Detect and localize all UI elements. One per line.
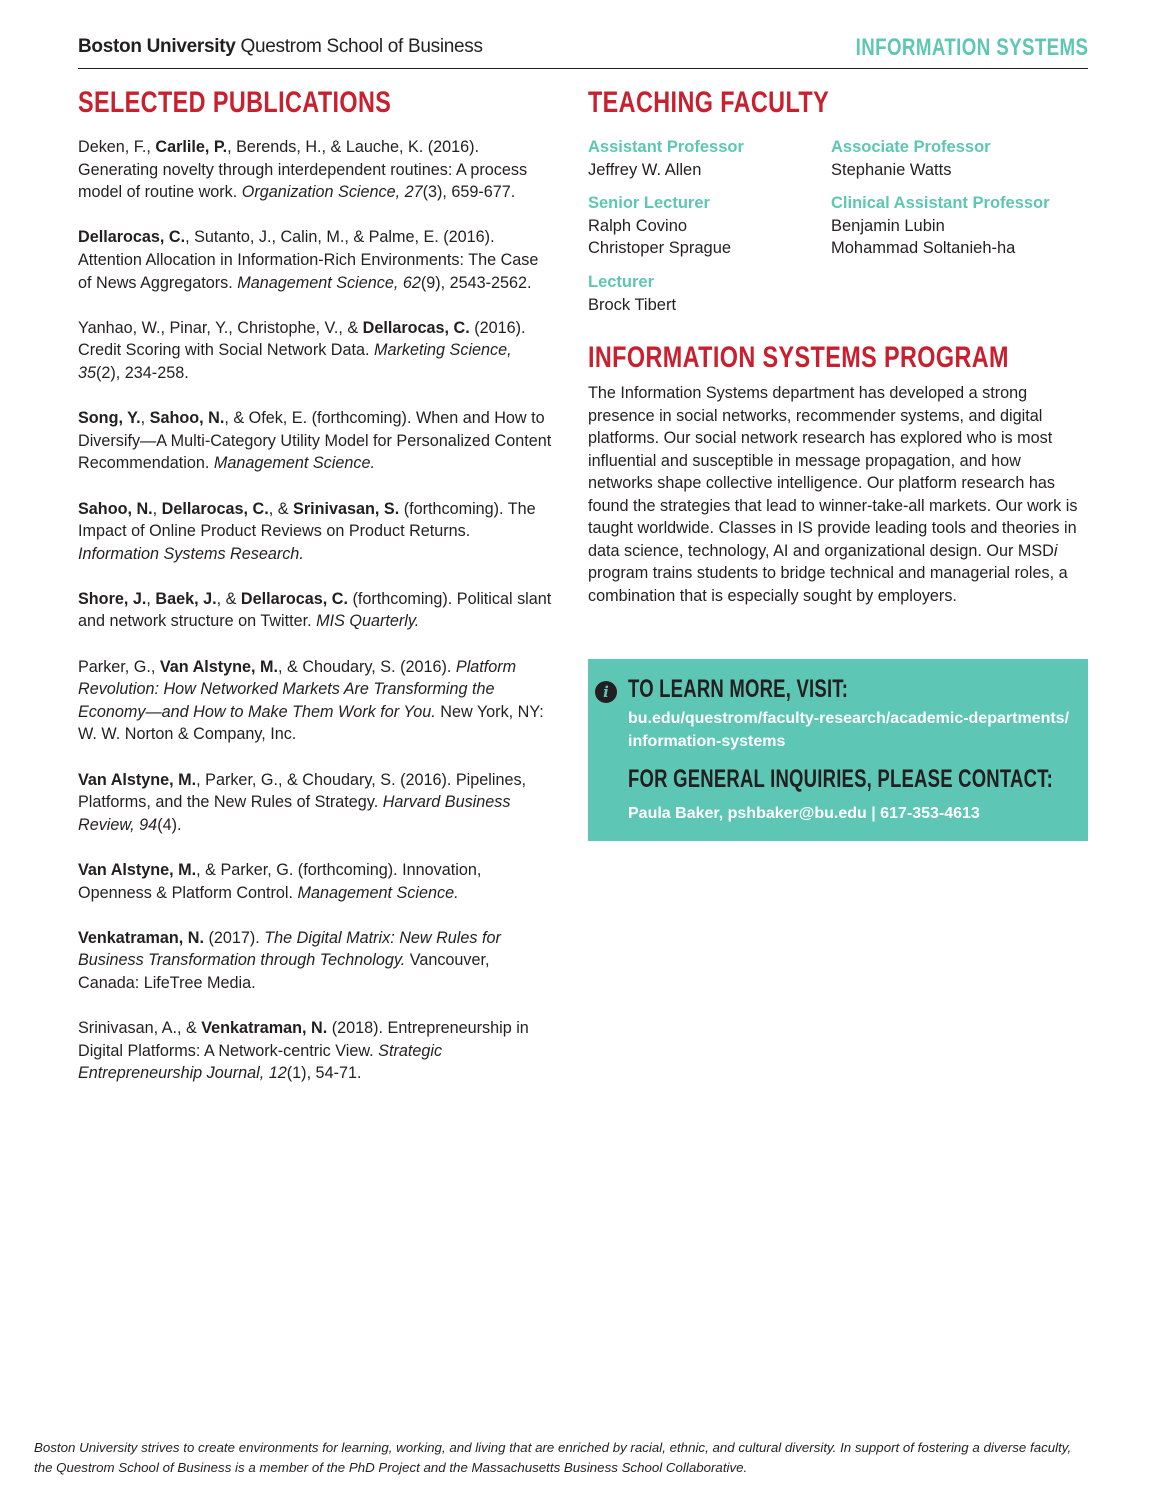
program-text-part: The Information Systems department has developed a strong presence in social networks, recommender systems, and digital platforms. Our social network research has explored who is most influential and susceptible in message propagation, and how networks shape collective intelligence. Our platform research has found the strategies that lead to winner-take-all markets. Our work is taught worldwide. Classes in IS provide leading tools and theories in data science, technology, AI and organizational design. Our MSD	[588, 384, 1078, 560]
faculty-group-senior-lecturer	[588, 192, 731, 260]
publication-entry	[78, 136, 553, 204]
author-highlight: Carlile, P.	[155, 138, 228, 156]
brand-wordmark	[78, 36, 483, 58]
publication-venue: The Digital Matrix: New Rules for Business Transformation through Technology.	[78, 928, 501, 970]
publication-entry	[78, 226, 553, 294]
publication-entry	[78, 656, 553, 746]
faculty-role: Assistant Professor	[588, 138, 744, 156]
faculty-group-assistant-professor	[588, 136, 744, 181]
publication-venue: Platform Revolution: How Networked Markets Are Transforming the Economy—and How to Make Them Work for You.	[78, 657, 517, 721]
citation-text: , &	[268, 499, 294, 518]
citation-text: (2018). Entrepreneurship in Digital Platforms: A Network-centric View.	[78, 1019, 529, 1060]
citation-text: (1), 54-71.	[286, 1064, 362, 1083]
faculty-group-clinical-assistant-professor	[831, 192, 1050, 260]
program-description	[588, 382, 1078, 607]
publication-venue: Marketing Science, 35	[78, 341, 512, 382]
citation-text: Yanhao, W., Pinar, Y., Christophe, V., &	[78, 318, 363, 337]
faculty-name: Benjamin Lubin	[831, 216, 945, 235]
author-highlight: Srinivasan, S.	[293, 499, 400, 518]
author-highlight: Venkatraman, N.	[201, 1019, 328, 1038]
citation-text: (9), 2543-2562.	[420, 273, 532, 292]
learn-more-heading: TO LEARN MORE, VISIT:	[628, 675, 849, 703]
citation-text: ,	[152, 499, 162, 518]
publication-venue: MIS Quarterly.	[316, 612, 420, 631]
publication-entry	[78, 859, 553, 904]
publications-list	[78, 136, 553, 1108]
faculty-role: Lecturer	[588, 273, 655, 291]
citation-text: , & Parker, G. (forthcoming). Innovation, Openness & Platform Control.	[78, 861, 482, 902]
publication-venue: Harvard Business Review, 94	[78, 793, 511, 834]
citation-text: ,	[146, 589, 156, 608]
diversity-statement	[34, 1438, 1134, 1478]
footer-line: Boston University strives to create environments for learning, working, and living that are enriched by racial, ethnic, and cultural diversity. In support of fostering a diverse faculty,	[34, 1440, 1072, 1455]
author-highlight: Shore, J.	[78, 589, 147, 608]
citation-text: , &	[216, 589, 241, 608]
learn-more-link[interactable]	[628, 707, 1069, 753]
citation-text: Vancouver, Canada: LifeTree Media.	[78, 951, 490, 992]
citation-text: , & Ofek, E. (forthcoming). When and How to Diversify—A Multi-Category Utility Model for Personalized Content Recommendation.	[78, 409, 552, 473]
author-highlight: Song, Y.	[78, 409, 141, 428]
publications-title: SELECTED PUBLICATIONS	[78, 86, 392, 119]
publication-venue: Organization Science, 27	[241, 183, 423, 202]
faculty-name: Mohammad Soltanieh-ha	[831, 239, 1016, 258]
citation-text: Deken, F.,	[78, 138, 156, 156]
citation-text: ,	[140, 409, 150, 428]
publication-venue: Management Science.	[297, 883, 459, 902]
publication-venue: Management Science, 62	[237, 273, 421, 292]
publication-venue: Information Systems Research.	[78, 544, 304, 563]
publication-venue: Strategic Entrepreneurship Journal, 12	[78, 1041, 443, 1083]
publication-entry	[78, 407, 553, 475]
faculty-role: Associate Professor	[831, 138, 991, 156]
faculty-name: Brock Tibert	[588, 295, 677, 314]
citation-text: , Sutanto, J., Calin, M., & Palme, E. (2016). Attention Allocation in Information-Rich Environments: The Case of News Aggregators.	[78, 228, 539, 292]
program-title: INFORMATION SYSTEMS PROGRAM	[588, 341, 1009, 374]
citation-text: , & Choudary, S. (2016).	[278, 657, 456, 676]
faculty-group-lecturer	[588, 271, 676, 316]
publication-entry	[78, 588, 553, 633]
page-header	[78, 34, 1088, 69]
author-highlight: Baek, J.	[155, 589, 217, 608]
author-highlight: Sahoo, N.	[78, 499, 153, 518]
url-line: information-systems	[628, 733, 786, 750]
faculty-name: Jeffrey W. Allen	[588, 160, 702, 179]
faculty-title: TEACHING FACULTY	[588, 86, 830, 119]
info-icon: i	[595, 681, 617, 703]
author-highlight: Dellarocas, C.	[78, 228, 186, 247]
faculty-group-associate-professor	[831, 136, 991, 181]
contact-info[interactable]: Paula Baker, pshbaker@bu.edu | 617-353-4613	[628, 805, 980, 822]
author-highlight: Sahoo, N.	[149, 409, 225, 428]
citation-text: (forthcoming). Political slant and network structure on Twitter.	[78, 589, 552, 631]
citation-text: (4).	[157, 815, 182, 834]
university-name: Boston University	[78, 36, 236, 57]
school-name: Questrom School of Business	[240, 36, 483, 57]
citation-text: , Berends, H., & Lauche, K. (2016). Generating novelty through interdependent routines: A process model of routine work.	[78, 138, 528, 202]
author-highlight: Venkatraman, N.	[78, 928, 204, 947]
publication-entry	[78, 1017, 553, 1085]
program-text-part: program trains students to bridge technical and managerial roles, a combination that is especially sought by employers.	[588, 564, 1068, 605]
author-highlight: Dellarocas, C.	[362, 318, 470, 337]
contact-heading: FOR GENERAL INQUIRIES, PLEASE CONTACT:	[628, 765, 1054, 793]
author-highlight: Van Alstyne, M.	[78, 770, 197, 789]
publication-entry	[78, 498, 553, 566]
url-line: bu.edu/questrom/faculty-research/academic-departments/	[628, 710, 1070, 727]
publication-entry	[78, 927, 553, 995]
author-highlight: Dellarocas, C.	[240, 589, 348, 608]
faculty-role: Clinical Assistant Professor	[831, 194, 1050, 212]
department-tag: INFORMATION SYSTEMS	[855, 34, 1088, 61]
author-highlight: Dellarocas, C.	[161, 499, 269, 518]
faculty-name: Ralph Covino	[588, 216, 688, 235]
citation-text: New York, NY: W. W. Norton & Company, Inc.	[78, 702, 544, 744]
publication-entry	[78, 769, 553, 837]
author-highlight: Van Alstyne, M.	[78, 861, 197, 879]
citation-text: (2), 234-258.	[96, 363, 189, 382]
citation-text: (2016). Credit Scoring with Social Network Data.	[78, 318, 526, 360]
faculty-name: Stephanie Watts	[831, 160, 952, 179]
publication-entry	[78, 317, 553, 385]
publication-venue: Management Science.	[213, 454, 375, 473]
info-box	[588, 659, 1088, 841]
author-highlight: Van Alstyne, M.	[159, 657, 279, 676]
faculty-name: Christoper Sprague	[588, 239, 732, 258]
citation-text: , Parker, G., & Choudary, S. (2016). Pipelines, Platforms, and the New Rules of Strategy.	[78, 770, 527, 812]
citation-text: Srinivasan, A., &	[78, 1019, 202, 1038]
citation-text: (forthcoming). The Impact of Online Product Reviews on Product Returns.	[78, 499, 536, 541]
faculty-role: Senior Lecturer	[588, 194, 710, 212]
citation-text: (3), 659-677.	[422, 183, 516, 202]
program-text-italic: i	[1053, 541, 1058, 560]
citation-text: Parker, G.,	[78, 657, 160, 676]
footer-line: the Questrom School of Business is a member of the PhD Project and the Massachusetts Business School Collaborative.	[34, 1460, 748, 1475]
citation-text: (2017).	[203, 928, 265, 947]
